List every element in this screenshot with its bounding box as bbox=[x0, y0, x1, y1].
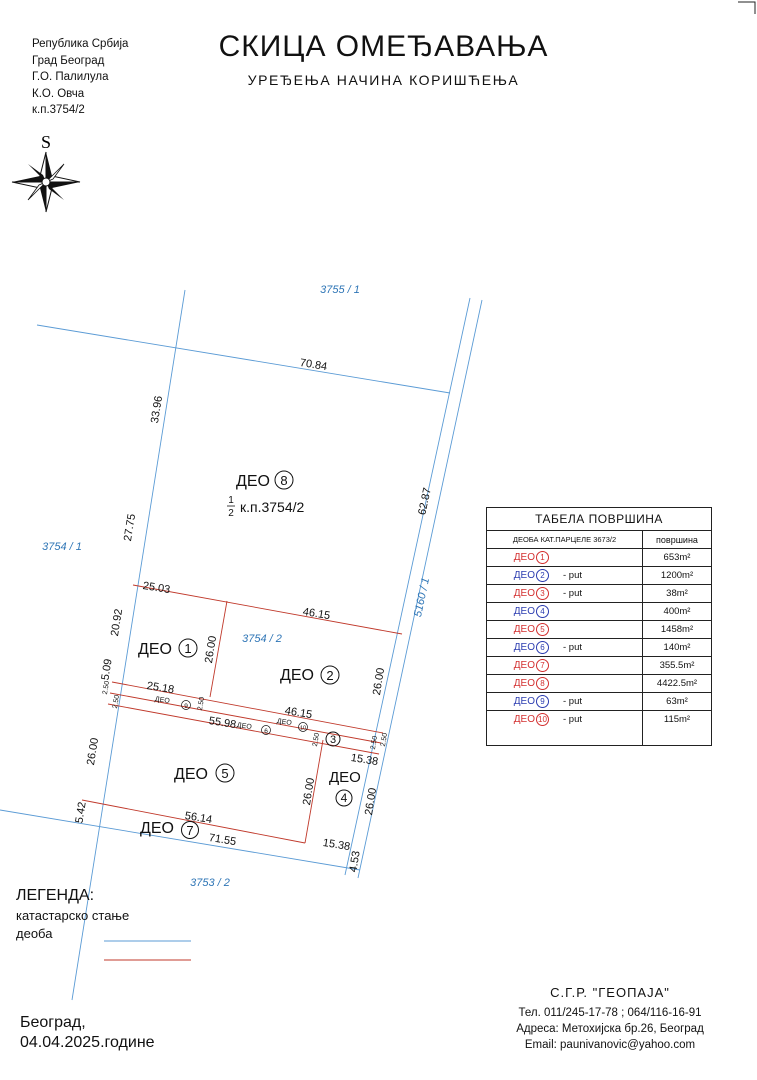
deo3-number: 3 bbox=[329, 734, 337, 746]
deo8-parcel: к.п.3754/2 bbox=[240, 499, 305, 515]
division-line-top bbox=[133, 585, 402, 634]
table-row-area: 355.5m² bbox=[659, 660, 695, 671]
deo10-number: 10 bbox=[299, 725, 307, 732]
table-row-part-label bbox=[493, 677, 549, 690]
page-title: СКИЦА ОМЕЂАВАЊА bbox=[218, 30, 549, 63]
dim-north: 70.84 bbox=[298, 356, 329, 374]
table-row-part-text: ДЕО bbox=[513, 588, 535, 600]
area-table-col-division: ДЕОБА КАТ.ПАРЦЕЛЕ 3673/2 bbox=[487, 531, 643, 548]
dim-250-e: 2.50 bbox=[369, 735, 380, 751]
dim-deo4-east: 26.00 bbox=[362, 786, 380, 817]
part-labels bbox=[138, 471, 361, 839]
deo8-number: 8 bbox=[280, 473, 288, 488]
parcel-label-west: 3754 / 1 bbox=[42, 541, 82, 553]
deo5-label: ДЕО bbox=[174, 766, 208, 783]
table-row-part-number: 2 bbox=[536, 569, 549, 582]
deo9-label: ДЕО bbox=[154, 695, 171, 706]
deo8-label: ДЕО bbox=[236, 473, 270, 490]
page-subtitle: УРЕЂЕЊА НАЧИНА КОРИШЋЕЊА bbox=[247, 72, 520, 88]
table-row-part-text: ДЕО bbox=[513, 714, 535, 726]
table-row bbox=[487, 639, 711, 657]
table-row-part-text: ДЕО bbox=[513, 624, 535, 636]
legend-title: ЛЕГЕНДА: bbox=[16, 887, 95, 904]
deo2-label: ДЕО bbox=[280, 667, 314, 684]
table-row bbox=[487, 693, 711, 711]
table-row-part-text: ДЕО bbox=[513, 678, 535, 690]
dim-5614: 56.14 bbox=[183, 809, 214, 827]
parcel-label-center: 3754 / 2 bbox=[242, 633, 282, 645]
table-row-part-number: 3 bbox=[536, 587, 549, 600]
table-row-part-label bbox=[493, 551, 549, 564]
table-row-part-text: ДЕО bbox=[513, 606, 535, 618]
legend bbox=[16, 887, 129, 941]
legend-item-cadastral: катастарско стање bbox=[16, 908, 130, 923]
dim-5598: 55.98 bbox=[207, 714, 238, 732]
area-table bbox=[486, 507, 712, 746]
footer-firm-info bbox=[490, 985, 730, 1053]
compass-label: S bbox=[40, 132, 52, 152]
footer-date: 04.04.2025.године bbox=[20, 1034, 155, 1051]
area-table-header-row bbox=[487, 531, 711, 549]
dim-west-mid: 27.75 bbox=[121, 512, 139, 543]
table-row-part-number: 4 bbox=[536, 605, 549, 618]
parcel-label-east: 5160 / 1 bbox=[412, 576, 433, 619]
deo7-number: 7 bbox=[186, 823, 194, 838]
table-row-part-number: 7 bbox=[536, 659, 549, 672]
table-row bbox=[487, 711, 711, 728]
footer-email[interactable]: Email: paunivanovic@yahoo.com bbox=[524, 1039, 696, 1051]
table-row-part-text: ДЕО bbox=[513, 660, 535, 672]
table-row-part-text: ДЕО bbox=[513, 552, 535, 564]
parcel-label-north: 3755 / 1 bbox=[320, 284, 360, 296]
dim-4615-mid: 46.15 bbox=[283, 704, 314, 722]
dim-250-f: 2.50 bbox=[379, 732, 390, 748]
header-line-municipality: Г.О. Палилула bbox=[32, 71, 109, 83]
dim-deo4-west: 26.00 bbox=[300, 776, 318, 807]
footer-firm-name: С.Г.Р. "ГЕОПАЈА" bbox=[550, 985, 670, 1000]
dim-542: 5.42 bbox=[73, 801, 89, 825]
dim-deo1-west: 20.92 bbox=[108, 607, 126, 638]
table-row-area: 1200m² bbox=[660, 570, 694, 581]
dim-7155: 71.55 bbox=[207, 831, 238, 849]
dim-east: 62.87 bbox=[416, 486, 434, 517]
table-row-part-text: ДЕО bbox=[513, 570, 535, 582]
table-row-part-label bbox=[493, 713, 549, 726]
table-row bbox=[487, 621, 711, 639]
parcel-label-south: 3753 / 2 bbox=[190, 877, 230, 889]
table-row bbox=[487, 603, 711, 621]
dim-250-d: 2.50 bbox=[311, 732, 322, 748]
cadastral-east-inner-line bbox=[345, 298, 470, 875]
table-row-area: 400m² bbox=[663, 606, 691, 617]
dim-250-b: 2.50 bbox=[111, 694, 122, 710]
dim-top-right: 46.15 bbox=[301, 605, 332, 623]
dim-1538-bottom: 15.38 bbox=[321, 836, 352, 854]
deo4-number: 4 bbox=[340, 791, 348, 805]
dim-250-c: 2.50 bbox=[196, 696, 207, 712]
table-row-part-label bbox=[493, 587, 549, 600]
dim-deo5-west: 26.00 bbox=[84, 736, 102, 767]
dimension-labels bbox=[73, 357, 433, 873]
area-table-col-area: површина bbox=[656, 534, 698, 545]
header-line-parcel: к.п.3754/2 bbox=[32, 104, 85, 116]
table-row bbox=[487, 657, 711, 675]
table-row bbox=[487, 567, 711, 585]
division-lines bbox=[82, 585, 402, 843]
table-row-part-number: 8 bbox=[536, 677, 549, 690]
compass-rose-icon bbox=[12, 152, 80, 212]
deo1-number: 1 bbox=[184, 641, 192, 656]
footer-city: Београд, bbox=[20, 1014, 86, 1031]
header-line-republic: Република Србија bbox=[32, 38, 129, 50]
dim-250-a: 2.50 bbox=[101, 680, 112, 696]
deo8-fraction-num: 1 bbox=[228, 495, 234, 506]
table-row-area: 4422.5m² bbox=[656, 678, 698, 689]
table-row-part-label bbox=[493, 623, 549, 636]
page-corner-mark bbox=[738, 2, 755, 14]
dim-deo1-east: 26.00 bbox=[202, 634, 220, 665]
table-row-area: 140m² bbox=[663, 642, 691, 653]
table-row bbox=[487, 549, 711, 567]
table-row-part-label bbox=[493, 659, 549, 672]
table-row-area: 653m² bbox=[663, 552, 691, 563]
dim-509: 5.09 bbox=[99, 658, 115, 682]
table-row-part-number: 5 bbox=[536, 623, 549, 636]
table-row-empty bbox=[487, 728, 711, 745]
table-row-part-label bbox=[493, 605, 549, 618]
header-line-cadastral-municipality: К.О. Овча bbox=[32, 87, 85, 100]
area-table-title: ТАБЕЛА ПОВРШИНА bbox=[487, 508, 711, 531]
deo4-label: ДЕО bbox=[329, 769, 361, 786]
dim-453: 4.53 bbox=[347, 850, 363, 874]
dim-west-upper: 33.96 bbox=[148, 394, 166, 425]
table-row-part-label bbox=[493, 641, 549, 654]
deo5-number: 5 bbox=[221, 766, 229, 781]
dim-deo2-east: 26.00 bbox=[370, 666, 388, 697]
legend-item-division: деоба bbox=[16, 926, 53, 941]
table-row-area: 63m² bbox=[666, 696, 688, 707]
division-line-b bbox=[110, 693, 381, 743]
table-row-part-text: ДЕО bbox=[513, 696, 535, 708]
table-row-note: - put bbox=[563, 642, 583, 653]
table-row-note: - put bbox=[563, 696, 583, 707]
table-row-part-label bbox=[493, 695, 549, 708]
table-row bbox=[487, 675, 711, 693]
table-row bbox=[487, 585, 711, 603]
header-line-city: Град Београд bbox=[32, 54, 105, 67]
dim-2518: 25.18 bbox=[145, 679, 176, 697]
table-row-part-number: 6 bbox=[536, 641, 549, 654]
table-row-part-number: 10 bbox=[536, 713, 549, 726]
deo2-number: 2 bbox=[326, 668, 334, 683]
table-row-area: 115m² bbox=[663, 714, 691, 725]
table-row-part-label bbox=[493, 569, 549, 582]
table-row-note: - put bbox=[563, 588, 583, 599]
table-row-area: 1458m² bbox=[660, 624, 694, 635]
table-row-note: - put bbox=[563, 570, 583, 581]
cadastral-north-line bbox=[37, 325, 450, 393]
footer-phone: Тел. 011/245-17-78 ; 064/116-16-91 bbox=[518, 1007, 702, 1019]
table-row-part-number: 1 bbox=[536, 551, 549, 564]
table-row-area: 38m² bbox=[666, 588, 688, 599]
footer-place-date bbox=[20, 1013, 155, 1053]
deo9-number: 9 bbox=[184, 703, 188, 710]
deo7-label: ДЕО bbox=[140, 820, 174, 837]
table-row-part-number: 9 bbox=[536, 695, 549, 708]
dim-1538-top: 15.38 bbox=[349, 751, 380, 769]
deo1-label: ДЕО bbox=[138, 641, 172, 658]
dim-top-left: 25.03 bbox=[141, 579, 172, 597]
deo6-number: 6 bbox=[264, 728, 268, 735]
deo10-label: ДЕО bbox=[276, 717, 293, 728]
footer-address: Адреса: Метохијска бр.26, Београд bbox=[516, 1023, 704, 1035]
table-row-part-text: ДЕО bbox=[513, 642, 535, 654]
deo6-label: ДЕО bbox=[236, 721, 253, 732]
table-row-note: - put bbox=[563, 714, 583, 725]
deo8-fraction-den: 2 bbox=[228, 508, 234, 519]
